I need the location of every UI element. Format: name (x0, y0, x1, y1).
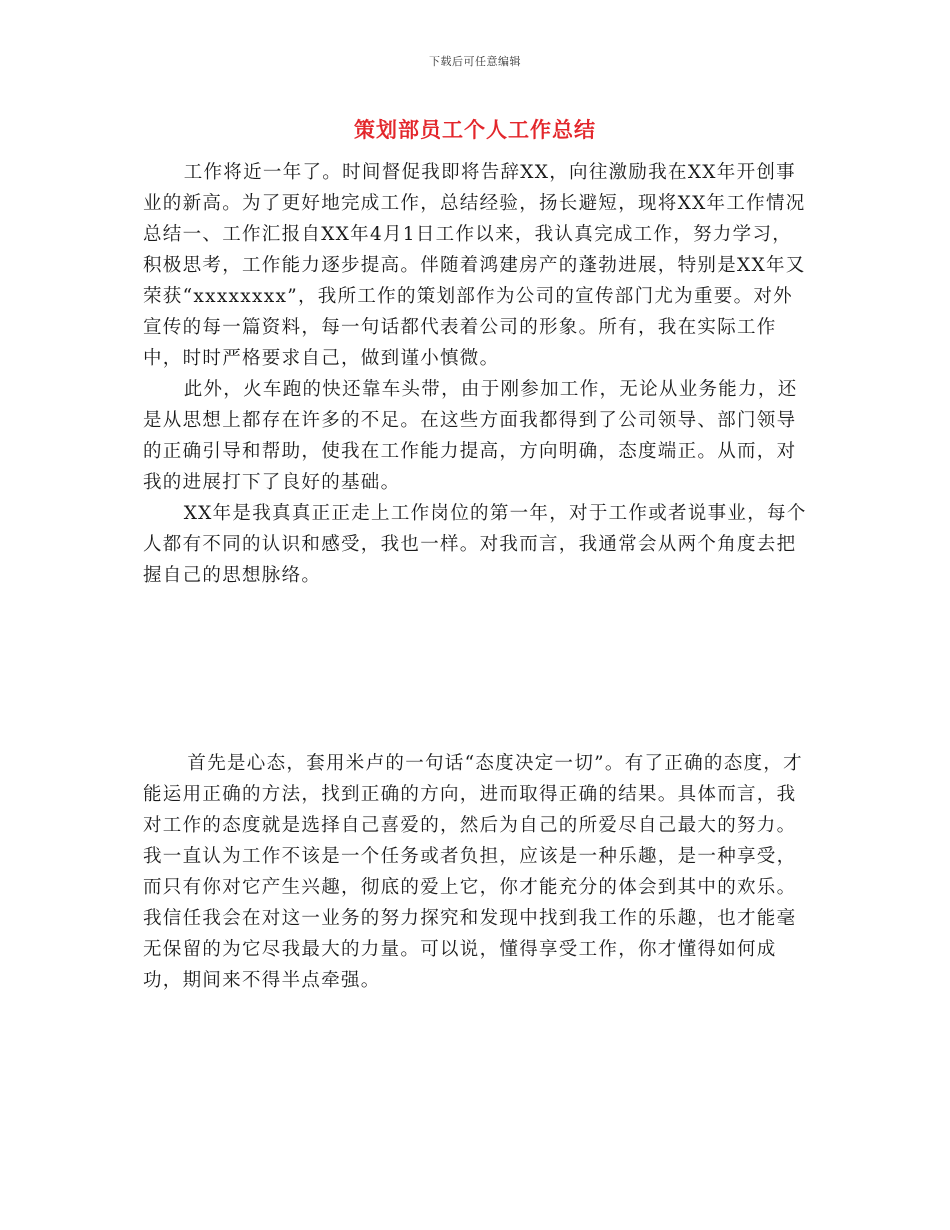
paragraph-1: 工作将近一年了。时间督促我即将告辞XX，向往激励我在XX年开创事业的新高。为了更好地完成工作，总结经验，扬长避短，现将XX年工作情况总结一、工作汇报自XX年4月1日工作以来，我认真完成工作，努力学习，积极思考，工作能力逐步提高。伴随着鸿建房产的蓬勃进展，特别是XX年又荣获“xxxxxxxx”，我所工作的策划部作为公司的宣传部门尤为重要。对外宣传的每一篇资料，每一句话都代表着公司的形象。所有，我在实际工作中，时时严格要求自己，做到谨小慎微。 (143, 162, 806, 369)
document-title: 策划部员工个人工作总结 (354, 117, 596, 142)
page-header-note: 下载后可任意编辑 (429, 55, 521, 68)
paragraph-4: 首先是心态，套用米卢的一句话“态度决定一切”。有了正确的态度，才能运用正确的方法，找到正确的方向，进而取得正确的结果。具体而言，我对工作的态度就是选择自己喜爱的，然后为自己的所爱尽自己最大的努力。我一直认为工作不该是一个任务或者负担，应该是一种乐趣，是一种享受，而只有你对它产生兴趣，彻底的爱上它，你才能充分的体会到其中的欢乐。我信任我会在对这一业务的努力探究和发现中找到我工作的乐趣，也才能毫无保留的为它尽我最大的力量。可以说，懂得享受工作，你才懂得如何成功，期间来不得半点牵强。 (143, 753, 803, 991)
document-body-bottom (143, 748, 811, 996)
document-body-top (143, 157, 811, 591)
paragraph-3: XX年是我真真正正走上工作岗位的第一年，对于工作或者说事业，每个人都有不同的认识和感受，我也一样。对我而言，我通常会从两个角度去把握自己的思想脉络。 (143, 503, 807, 586)
paragraph-2: 此外，火车跑的快还靠车头带，由于刚参加工作，无论从业务能力，还是从思想上都存在许多的不足。在这些方面我都得到了公司领导、部门领导的正确引导和帮助，使我在工作能力提高，方向明确，态度端正。从而，对我的进展打下了良好的基础。 (143, 379, 798, 493)
